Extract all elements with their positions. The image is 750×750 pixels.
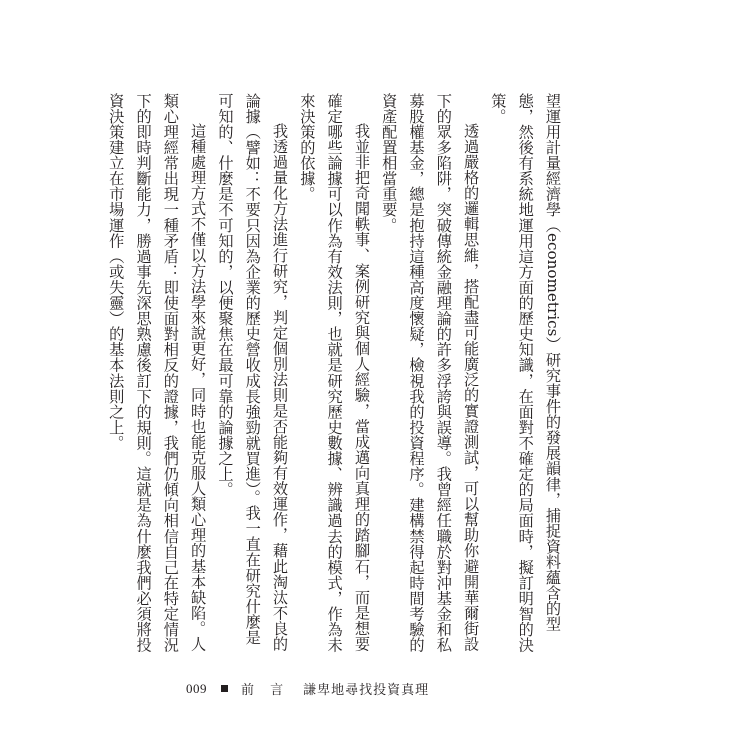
chapter-title: 謙卑地尋找投資真理	[303, 683, 430, 698]
paragraph: 我透過量化方法進行研究，判定個別法則是否能夠有效運作，藉此淘汰不良的論據（譬如：不要只因為企業的歷史營收成長強勁就買進）。我一直在研究什麼是可知的、什麼是不可知的，以便聚焦在最可靠的論據之上。	[216, 93, 290, 653]
paragraph: 透過嚴格的邏輯思維，搭配盡可能廣泛的實證測試，可以幫助你避開華爾街設下的眾多陷阱，突破傳統金融理論的許多浮誇與誤導。我曾經任職於對沖基金和私募股權基金，總是抱持這種高度懷疑，檢視我的投資程序。建構禁得起時間考驗的資產配置相當重要。	[380, 93, 481, 653]
latin-term: econometrics	[544, 232, 562, 337]
page-footer	[186, 679, 429, 698]
body-text	[102, 93, 566, 653]
page-number: 009	[186, 680, 207, 696]
paragraph: 望運用計量經濟學（econometrics）研究事件的發展韻律，捕捉資料蘊含的型態，然後有系統地運用這方面的歷史知識，在面對不確定的局面時，擬訂明智的決策。	[489, 93, 562, 653]
section-label: 前 言	[241, 683, 290, 698]
paragraph: 我並非把奇聞軼事、案例研究與個人經驗，當成邁向真理的踏腳石，而是想要確定哪些論據可以作為有效法則，也就是研究歷史數據、辨識過去的模式，作為未來決策的依據。	[298, 93, 371, 653]
paragraph: 這種處理方式不僅以方法學來說更好，同時也能克服人類心理的基本缺陷。人類心理經常出現一種矛盾：即使面對相反的證據，我們仍傾向相信自己在特定情況下的即時判斷能力，勝過事先深思熟慮後訂下的規則。這就是為什麼我們必須將投資決策建立在市場運作（或失靈）的基本法則之上。	[107, 93, 208, 653]
square-bullet-icon	[221, 685, 228, 692]
